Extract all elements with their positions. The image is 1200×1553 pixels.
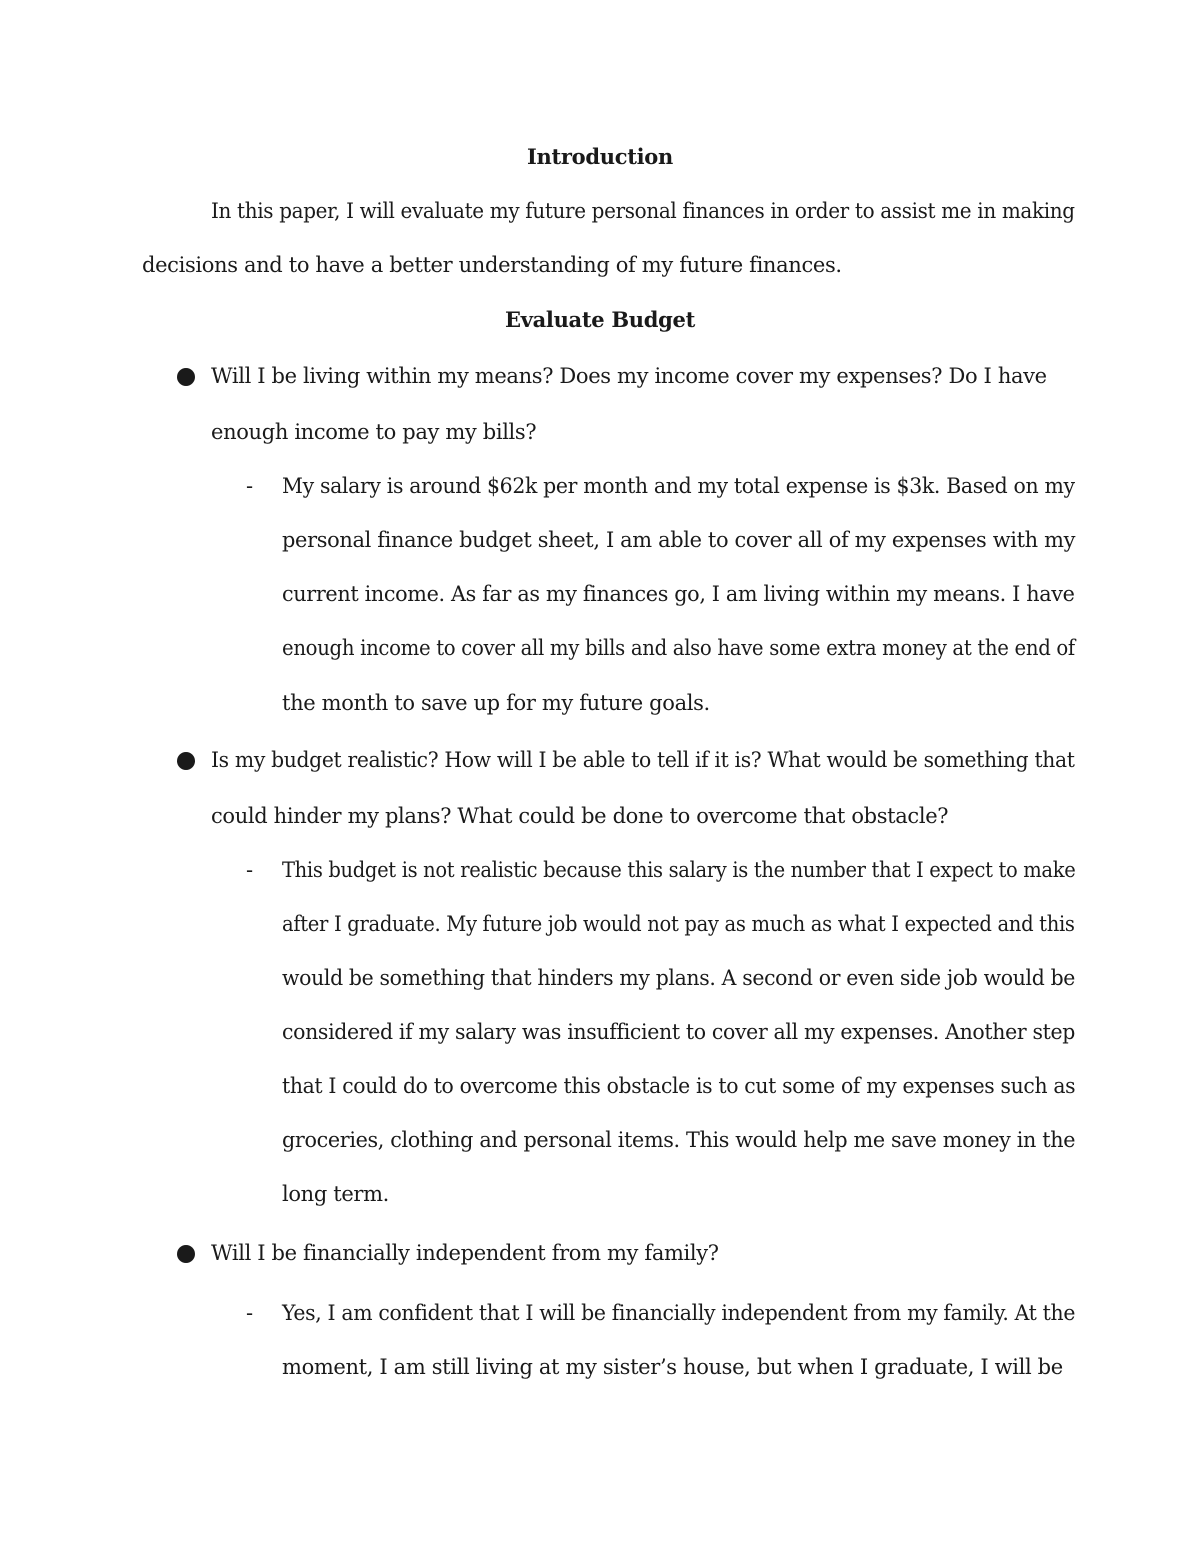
question-1-line-2: enough income to pay my bills? [211,420,537,444]
bullet-icon [177,1245,195,1263]
question-2-line-1: Is my budget realistic? How will I be able to tell if it is? What would be something that [211,748,1075,772]
bullet-icon [177,368,195,386]
answer-2-line-7: long term. [282,1182,389,1206]
intro-paragraph-line-1: In this paper, I will evaluate my future personal finances in order to assist me in making [211,199,1075,223]
budget-heading: Evaluate Budget [505,307,695,332]
answer-2-line-4: considered if my salary was insufficient to cover all my expenses. Another step [282,1020,1076,1044]
dash-marker: - [246,1301,254,1325]
answer-3-line-2: moment, I am still living at my sister’s house, but when I graduate, I will be [282,1355,1063,1379]
answer-1-line-4: enough income to cover all my bills and also have some extra money at the end of [282,636,1075,660]
answer-1-line-3: current income. As far as my finances go, I am living within my means. I have [282,582,1075,606]
question-2-line-2: could hinder my plans? What could be done to overcome that obstacle? [211,804,949,828]
answer-1-line-1: My salary is around $62k per month and my total expense is $3k. Based on my [282,474,1075,498]
question-1-line-1: Will I be living within my means? Does my income cover my expenses? Do I have [211,364,1047,388]
intro-paragraph-line-2: decisions and to have a better understanding of my future finances. [142,253,842,277]
question-3-line-1: Will I be financially independent from my family? [211,1241,719,1265]
answer-2-line-3: would be something that hinders my plans. A second or even side job would be [282,966,1076,990]
answer-1-line-5: the month to save up for my future goals. [282,691,710,715]
answer-2-line-1: This budget is not realistic because this salary is the number that I expect to make [282,858,1076,882]
answer-2-line-2: after I graduate. My future job would not pay as much as what I expected and this [282,912,1075,936]
intro-heading: Introduction [527,144,673,169]
answer-1-line-2: personal finance budget sheet, I am able to cover all of my expenses with my [282,528,1076,552]
dash-marker: - [246,474,254,498]
dash-marker: - [246,858,254,882]
answer-2-line-6: groceries, clothing and personal items. This would help me save money in the [282,1128,1076,1152]
bullet-icon [177,752,195,770]
answer-2-line-5: that I could do to overcome this obstacle is to cut some of my expenses such as [282,1074,1076,1098]
answer-3-line-1: Yes, I am confident that I will be financially independent from my family. At the [282,1301,1076,1325]
